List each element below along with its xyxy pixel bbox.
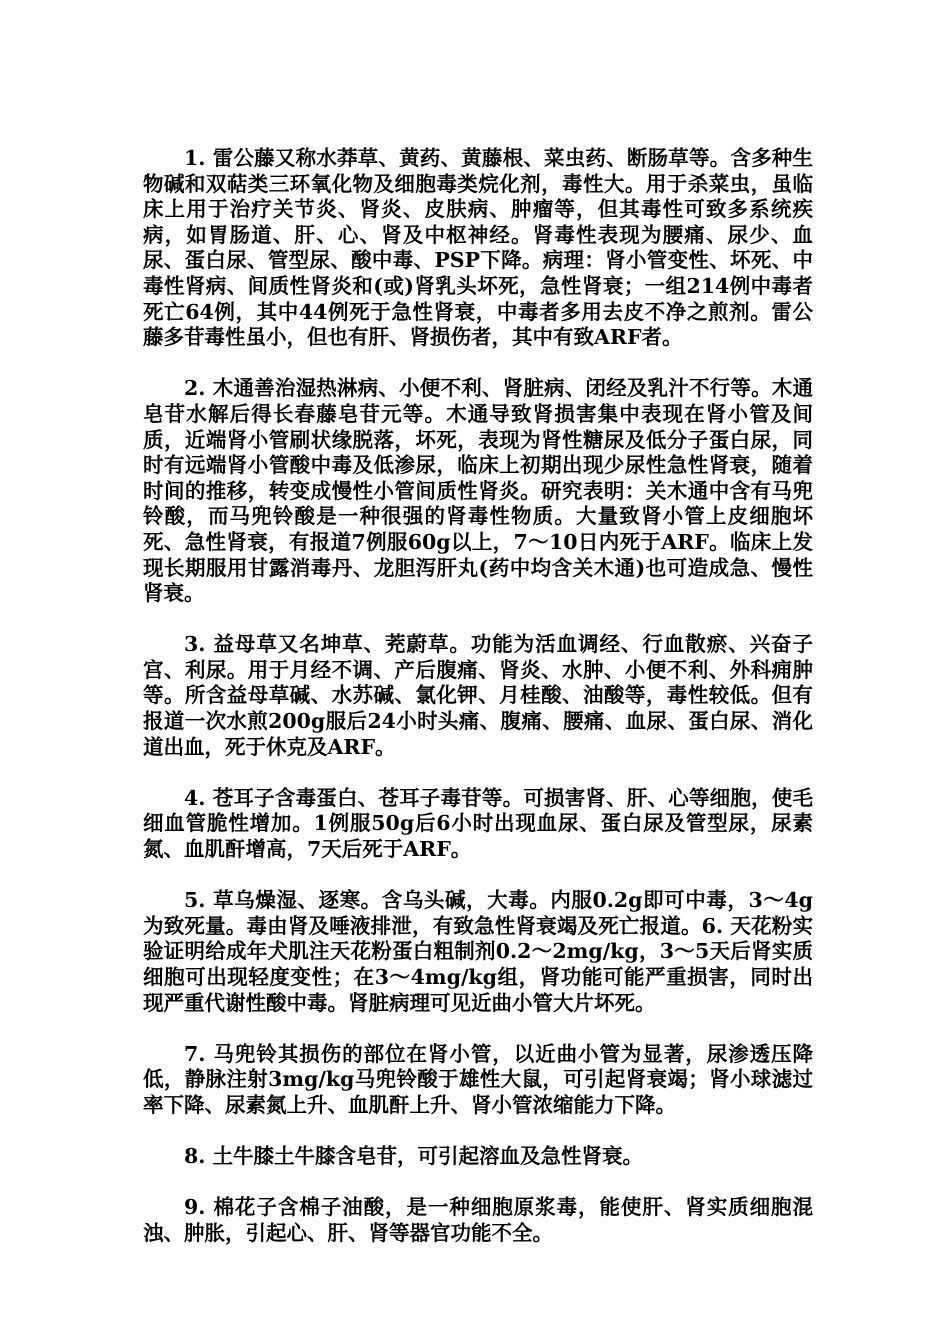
document-body: [143, 146, 813, 1272]
paragraph-1-leigongteng: 1. 雷公藤又称水莽草、黄药、黄藤根、菜虫药、断肠草等。含多种生物碱和双萜类三环氧化物及细胞毒类烷化剂，毒性大。用于杀菜虫，虽临床上用于治疗关节炎、肾炎、皮肤病、肿瘤等，但其毒性可致多系统疾病，如胃肠道、肝、心、肾及中枢神经。肾毒性表现为腰痛、尿少、血尿、蛋白尿、管型尿、酸中毒、PSP下降。病理：肾小管变性、坏死、中毒性肾病、间质性肾炎和(或)肾乳头坏死，急性肾衰；一组214例中毒者死亡64例，其中44例死于急性肾衰，中毒者多用去皮不净之煎剂。雷公藤多苷毒性虽小，但也有肝、肾损伤者，其中有致ARF者。: [143, 146, 813, 350]
paragraph-9-mianhuazi: 9. 棉花子含棉子油酸，是一种细胞原浆毒，能使肝、肾实质细胞混浊、肿胀，引起心、肝、肾等器官功能不全。: [143, 1195, 813, 1245]
paragraph-4-cangerzi: 4. 苍耳子含毒蛋白、苍耳子毒苷等。可损害肾、肝、心等细胞，使毛细血管脆性增加。1例服50g后6小时出现血尿、蛋白尿及管型尿，尿素氮、血肌酐增高，7天后死于ARF。: [143, 785, 813, 862]
paragraph-8-tuniuxi: 8. 土牛膝土牛膝含皂苷，可引起溶血及急性肾衰。: [184, 1144, 644, 1169]
paragraph-2-mutong: 2. 木通善治湿热淋病、小便不利、肾脏病、闭经及乳汁不行等。木通皂苷水解后得长春藤皂苷元等。木通导致肾损害集中表现在肾小管及间质，近端肾小管刷状缘脱落，坏死，表现为肾性糖尿及低分子蛋白尿，同时有远端肾小管酸中毒及低渗尿，临床上初期出现少尿性急性肾衰，随着时间的推移，转变成慢性小管间质性肾炎。研究表明：关木通中含有马兜铃酸，而马兜铃酸是一种很强的肾毒性物质。大量致肾小管上皮细胞坏死、急性肾衰，有报道7例服60g以上，7～10日内死于ARF。临床上发现长期服用甘露消毒丹、龙胆泻肝丸(药中均含关木通)也可造成急、慢性肾衰。: [143, 376, 813, 606]
paragraph-7-madouling: 7. 马兜铃其损伤的部位在肾小管，以近曲小管为显著，尿渗透压降低，静脉注射3mg/kg马兜铃酸于雄性大鼠，可引起肾衰竭；肾小球滤过率下降、尿素氮上升、血肌酐上升、肾小管浓缩能力下降。: [143, 1041, 813, 1117]
paragraph-5-caowu: 5. 草乌燥湿、逐寒。含乌头碱，大毒。内服0.2g即可中毒，3～4g为致死量。毒由肾及唾液排泄，有致急性肾衰竭及死亡报道。6. 天花粉实验证明给成年犬肌注天花粉蛋白粗制剂0.2～2mg/kg，3～5天后肾实质细胞可出现轻度变性；在3～4mg/kg组，肾功能可能严重损害，同时出现严重代谢性酸中毒。肾脏病理可见近曲小管大片坏死。: [143, 888, 813, 1015]
paragraph-3-yimucao: 3. 益母草又名坤草、茺蔚草。功能为活血调经、行血散瘀、兴奋子宫、利尿。用于月经不调、产后腹痛、肾炎、水肿、小便不利、外科痈肿等。所含益母草碱、水苏碱、氯化钾、月桂酸、油酸等，毒性较低。但有报道一次水煎200g服后24小时头痛、腹痛、腰痛、血尿、蛋白尿、消化道出血，死于休克及ARF。: [143, 632, 813, 759]
